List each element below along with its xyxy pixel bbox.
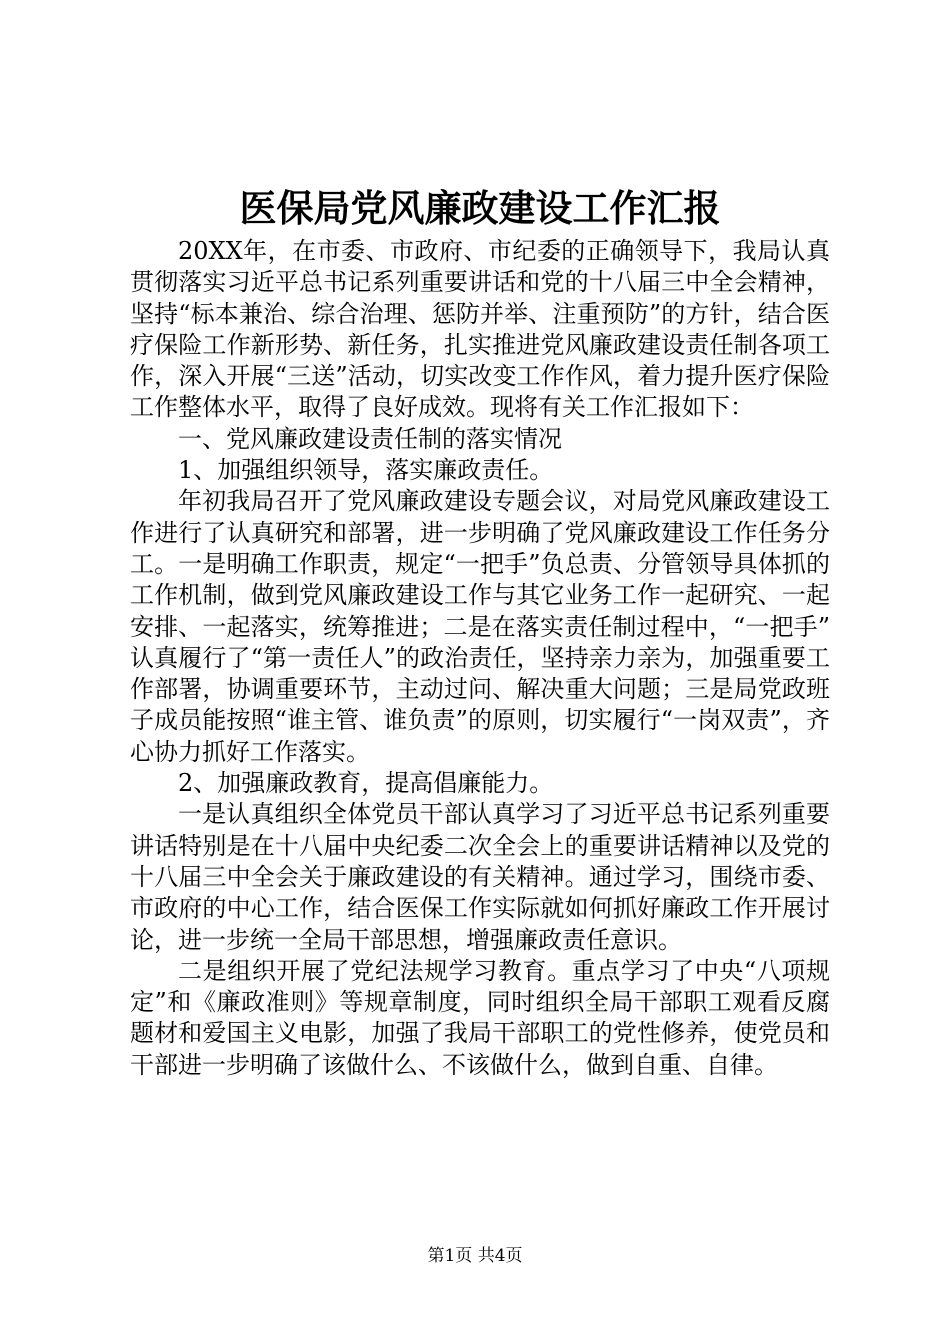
- section-heading-1: 一、党风廉政建设责任制的落实情况: [178, 424, 562, 453]
- document-body: [130, 236, 830, 1081]
- subsection-heading-1: 1、加强组织领导，落实廉政责任。: [178, 456, 554, 485]
- paragraph-intro: 20XX年，在市委、市政府、市纪委的正确领导下，我局认真贯彻落实习近平总书记系列重要讲话和党的十八届三中全会精神，坚持“标本兼治、综合治理、惩防并举、注重预防”的方针，结合医疗保险工作新形势、新任务，扎实推进党风廉政建设责任制各项工作，深入开展“三送”活动，切实改变工作作风，着力提升医疗保险工作整体水平，取得了良好成效。现将有关工作汇报如下：: [130, 237, 830, 422]
- page-footer: 第1页 共4页: [427, 1246, 523, 1266]
- paragraph-body: 年初我局召开了党风廉政建设专题会议，对局党风廉政建设工作进行了认真研究和部署，进一步明确了党风廉政建设工作任务分工。一是明确工作职责，规定“一把手”负总责、分管领导具体抓的工作机制，做到党风廉政建设工作与其它业务工作一起研究、一起安排、一起落实，统筹推进；二是在落实责任制过程中，“一把手”认真履行了“第一责任人”的政治责任，坚持亲力亲为，加强重要工作部署，协调重要环节，主动过问、解决重大问题；三是局党政班子成员能按照“谁主管、谁负责”的原则，切实履行“一岗双责”，齐心协力抓好工作落实。: [130, 487, 830, 766]
- paragraph-body: 二是组织开展了党纪法规学习教育。重点学习了中央“八项规定”和《廉政准则》等规章制度，同时组织全局干部职工观看反腐题材和爱国主义电影，加强了我局干部职工的党性修养，使党员和干部进一步明确了该做什么、不该做什么，做到自重、自律。: [130, 956, 830, 1079]
- paragraph-body: 一是认真组织全体党员干部认真学习了习近平总书记系列重要讲话特别是在十八届中央纪委二次全会上的重要讲话精神以及党的十八届三中全会关于廉政建设的有关精神。通过学习，围绕市委、市政府的中心工作，结合医保工作实际就如何抓好廉政工作开展讨论，进一步统一全局干部思想，增强廉政责任意识。: [130, 800, 830, 954]
- subsection-heading-2: 2、加强廉政教育，提高倡廉能力。: [178, 769, 554, 798]
- document-title: 医保局党风廉政建设工作汇报: [239, 186, 721, 230]
